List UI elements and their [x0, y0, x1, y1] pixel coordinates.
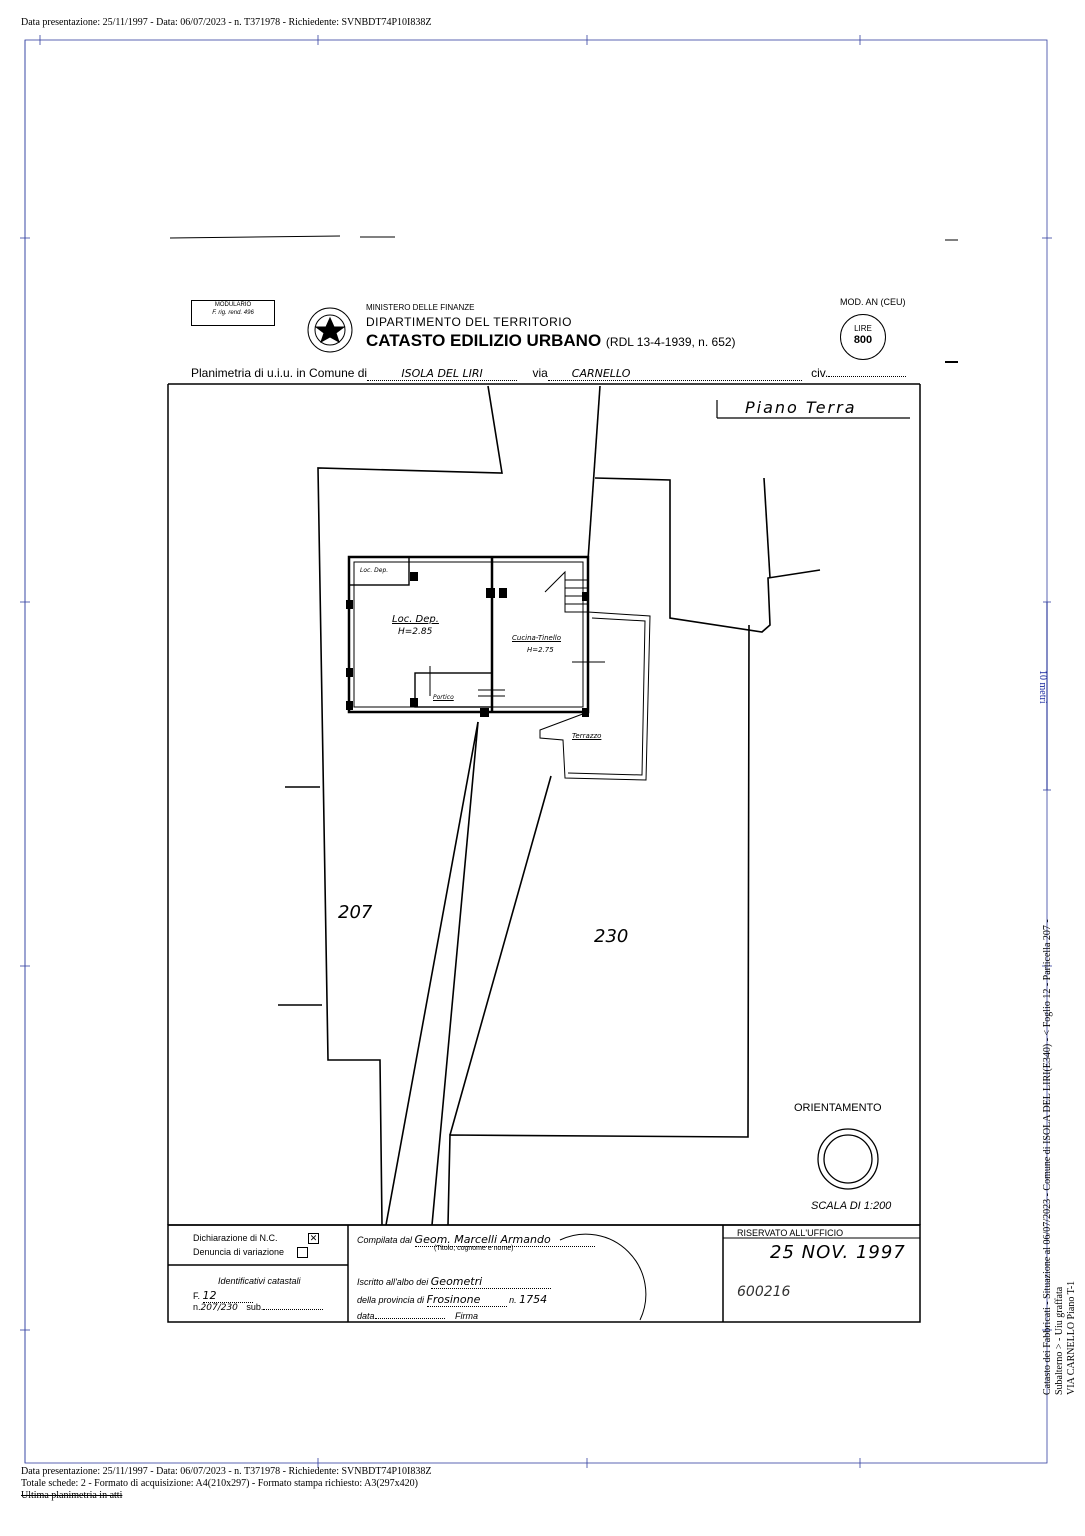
provincia-value: Frosinone [427, 1293, 507, 1307]
dichiarazione-checkbox-checked: ✕ [309, 1233, 318, 1244]
numero-value: 207/230 [200, 1303, 238, 1313]
sub-label: sub. [246, 1302, 264, 1312]
side-line2: VIA CARNELLO Piano T-1 [1066, 1280, 1077, 1395]
data-label: data [357, 1311, 375, 1321]
footer [21, 1466, 431, 1502]
modulario-box [191, 300, 275, 326]
room2-label: Cucina-Tinello [512, 634, 561, 642]
comune-value: ISOLA DEL LIRI [367, 367, 517, 381]
provincia-label: della provincia di [357, 1295, 425, 1305]
room-small-label: Loc. Dep. [360, 567, 389, 574]
scala-label: SCALA DI 1:200 [811, 1200, 892, 1212]
provincia-row [357, 1293, 547, 1307]
foglio-row [193, 1289, 253, 1303]
footer-line2: Totale schede: 2 - Formato di acquisizione: A4(210x297) - Formato stampa richiesto: A3(297x420) [21, 1478, 418, 1489]
portico-label: Portico [433, 694, 454, 701]
compass-icon [818, 1129, 878, 1189]
dipartimento-label: DIPARTIMENTO DEL TERRITORIO [366, 315, 572, 329]
piano-label: Piano Terra [745, 398, 857, 417]
denuncia-checkbox [297, 1247, 308, 1258]
lire-label: LIRE [854, 324, 872, 333]
numero-label: n. [193, 1302, 201, 1312]
date-stamp: 25 NOV. 1997 [770, 1242, 906, 1263]
room1-label: Loc. Dep. [392, 614, 439, 625]
footer-line3: Ultima planimetria in atti [21, 1490, 123, 1501]
planimetria-label: Planimetria di u.i.u. in Comune di [191, 366, 368, 380]
rdl-label: (RDL 13-4-1939, n. 652) [605, 335, 736, 349]
side-vertical-text [1042, 875, 1077, 1395]
n-label: n. [509, 1295, 517, 1305]
modulario-line2: F. rig. rend. 496 [212, 310, 254, 316]
ministero-label: MINISTERO DELLE FINANZE [366, 303, 475, 312]
n-value: 1754 [519, 1293, 548, 1306]
parcel-230: 230 [594, 926, 629, 947]
emblem-icon [308, 308, 352, 352]
iscritto-label: Iscritto all'albo dei [357, 1277, 429, 1287]
numero-row [193, 1302, 323, 1313]
side-line1: Catasto dei Fabbricati - Situazione al 06/07/2023 - Comune di ISOLA DEL LIRI(E340) - < Foglio 12 - Particella 207 - Subalterno > - Uiu graffata [1042, 919, 1065, 1395]
lire-stamp [840, 314, 886, 360]
iscritto-row [357, 1275, 551, 1289]
mod-label: MOD. AN (CEU) [840, 297, 906, 307]
compilata-label: Compilata dal [357, 1235, 413, 1245]
catasto-title [366, 331, 736, 351]
dichiarazione-row [193, 1233, 319, 1244]
terrazzo-label: Terrazzo [572, 732, 602, 740]
riservato-label: RISERVATO ALL'UFFICIO [737, 1228, 844, 1238]
titolo-hint: (Titolo, cognome e nome) [434, 1245, 514, 1252]
scale-label: 10 metri [1037, 670, 1048, 704]
identificativi-label: Identificativi catastali [218, 1276, 301, 1286]
dichiarazione-label: Dichiarazione di N.C. [193, 1233, 278, 1243]
planimetria-line [191, 366, 906, 381]
foglio-value: 12 [203, 1289, 253, 1303]
lire-value: 800 [853, 334, 873, 346]
denuncia-label: Denuncia di variazione [193, 1247, 285, 1257]
data-row [357, 1311, 478, 1321]
orientamento-label: ORIENTAMENTO [794, 1102, 882, 1114]
denuncia-row [193, 1247, 308, 1258]
header-line: Data presentazione: 25/11/1997 - Data: 06/07/2023 - n. T371978 - Richiedente: SVNBDT74P10I838Z [21, 17, 432, 28]
civ-label: civ. [811, 366, 829, 380]
foglio-label: F. [193, 1291, 201, 1301]
room1-height: H=2.85 [398, 627, 433, 637]
room2-height: H=2.75 [527, 646, 554, 654]
parcel-207: 207 [338, 902, 373, 923]
footer-line1: Data presentazione: 25/11/1997 - Data: 06/07/2023 - n. T371978 - Richiedente: SVNBDT74P10I838Z [21, 1466, 432, 1477]
firma-label: Firma [455, 1311, 479, 1321]
protocol-hand: 600216 [737, 1284, 791, 1300]
modulario-line1: MODULARIO [214, 302, 252, 308]
iscritto-value: Geometri [431, 1275, 551, 1289]
catasto-label: CATASTO EDILIZIO URBANO [366, 331, 602, 350]
via-value: CARNELLO [548, 367, 802, 381]
via-label: via [532, 366, 548, 380]
compilata-value: Geom. Marcelli Armando [415, 1233, 595, 1247]
